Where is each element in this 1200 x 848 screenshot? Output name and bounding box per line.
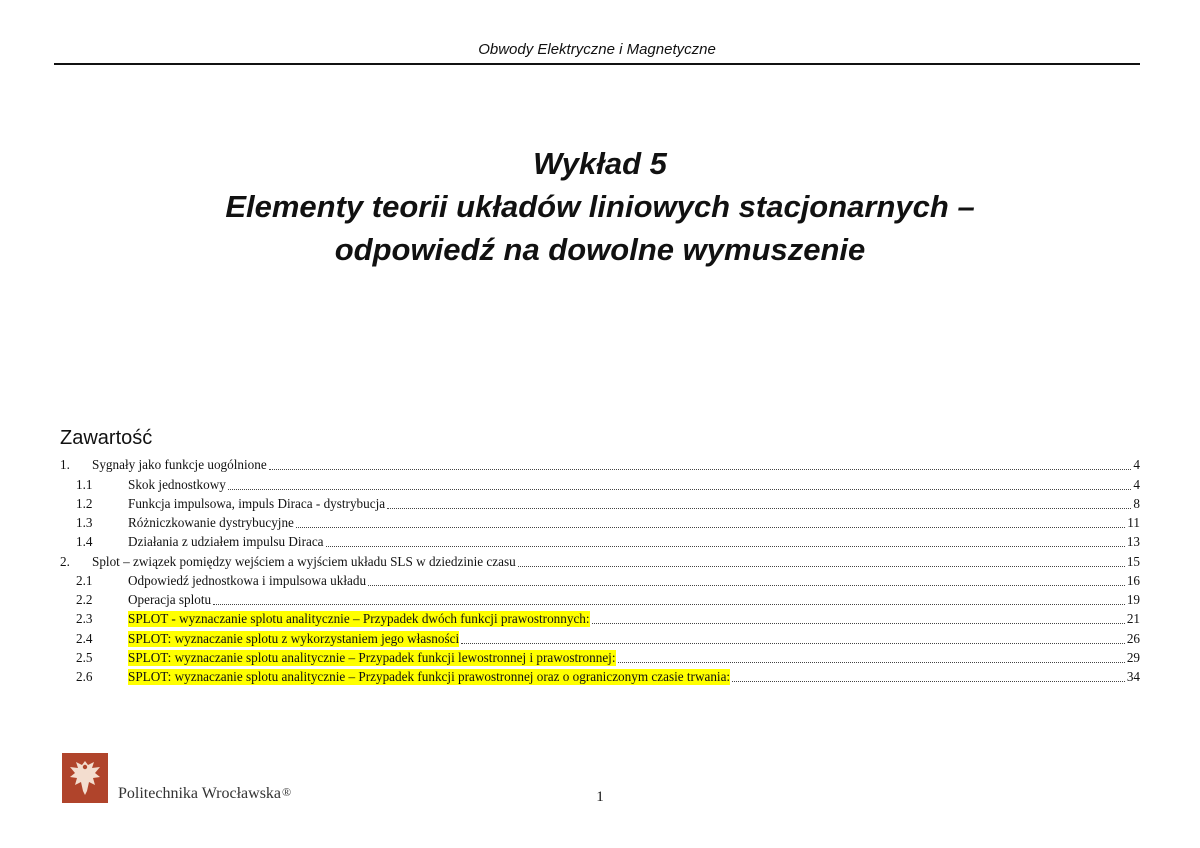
toc-entry-title: Skok jednostkowy (128, 476, 226, 492)
toc-entry-number: 1.1 (76, 476, 93, 492)
toc-entry-number: 2.2 (76, 592, 93, 607)
title-line-3: odpowiedź na dowolne wymuszenie (334, 232, 866, 267)
toc-entry-number: 1.2 (76, 495, 93, 511)
toc-entry-title: Operacja splotu (128, 592, 212, 607)
toc-entry-page: 29 (1126, 649, 1140, 665)
toc-entry[interactable] (60, 512, 1140, 531)
running-header: Obwody Elektryczne i Magnetyczne (478, 41, 716, 58)
toc-entry-title: Splot – związek pomiędzy wejściem a wyjściem układu SLS w dziedzinie czasu (92, 553, 516, 569)
toc-entry-title: Sygnały jako funkcje uogólnione (92, 457, 267, 473)
toc-entry-number: 1.4 (76, 534, 93, 550)
toc-dot-leader (326, 546, 1125, 547)
toc-entry-number: 2.3 (76, 611, 93, 627)
toc-entry-title: Różniczkowanie dystrybucyjne (128, 515, 294, 530)
toc-dot-leader (269, 469, 1132, 470)
toc-dot-leader (387, 508, 1131, 509)
toc-entry-number: 1.3 (76, 515, 93, 530)
logo-text (118, 785, 291, 803)
toc-dot-leader (368, 585, 1125, 586)
toc-entry-title: Funkcja impulsowa, impuls Diraca - dystrybucja (128, 495, 386, 511)
toc-entry[interactable] (60, 647, 1140, 666)
toc-entry-page: 13 (1126, 534, 1140, 550)
toc-entry[interactable] (60, 531, 1140, 550)
toc-entry[interactable] (60, 570, 1140, 589)
toc-entry-title: SPLOT: wyznaczanie splotu analitycznie – Przypadek funkcji prawostronnej oraz o ograniczonym czasie trwania: (128, 669, 731, 684)
toc-entry-number: 2.6 (76, 669, 93, 684)
toc-entry[interactable] (60, 589, 1140, 608)
toc-entry-page: 8 (1133, 495, 1140, 511)
university-logo (62, 753, 291, 803)
registered-mark: ® (282, 785, 292, 799)
toc-entry-page: 15 (1126, 553, 1140, 569)
toc-dot-leader (461, 643, 1125, 644)
document-title (54, 142, 1146, 271)
toc-entry-number: 2.5 (76, 649, 93, 665)
toc-entry-page: 19 (1126, 592, 1140, 607)
toc-entry-page: 4 (1133, 476, 1140, 492)
toc-entry-title: Odpowiedź jednostkowa i impulsowa układu (128, 572, 367, 588)
toc-dot-leader (518, 566, 1125, 567)
page-number: 1 (596, 789, 604, 805)
toc-entry[interactable] (60, 608, 1140, 627)
eagle-crest-icon (62, 753, 108, 803)
toc-entry[interactable] (60, 473, 1140, 492)
toc-entry-number: 1. (60, 457, 70, 473)
header-rule (54, 63, 1140, 65)
toc-entry-page: 11 (1127, 515, 1140, 530)
toc-dot-leader (592, 623, 1125, 624)
table-of-contents (60, 454, 1140, 685)
toc-entry-page: 21 (1126, 611, 1140, 627)
toc-entry-number: 2.1 (76, 572, 93, 588)
toc-entry-page: 26 (1126, 630, 1140, 646)
toc-dot-leader (296, 527, 1125, 528)
toc-entry-number: 2.4 (76, 630, 93, 646)
toc-dot-leader (213, 604, 1125, 605)
title-line-1: Wykład 5 (533, 146, 667, 181)
toc-dot-leader (618, 662, 1125, 663)
toc-entry-title: SPLOT: wyznaczanie splotu z wykorzystaniem jego własności (128, 630, 460, 646)
toc-entry[interactable] (60, 627, 1140, 646)
toc-entry-page: 16 (1126, 572, 1140, 588)
toc-entry-title: SPLOT: wyznaczanie splotu analitycznie – Przypadek funkcji lewostronnej i prawostronnej: (128, 649, 616, 665)
toc-entry[interactable] (60, 493, 1140, 512)
toc-entry[interactable] (60, 550, 1140, 569)
title-line-2: Elementy teorii układów liniowych stacjonarnych – (225, 189, 975, 224)
logo-name: Politechnika Wrocławska (118, 785, 282, 802)
toc-entry-page: 34 (1126, 669, 1140, 684)
toc-entry[interactable] (60, 666, 1140, 685)
toc-entry-page: 4 (1133, 457, 1140, 473)
toc-heading: Zawartość (60, 427, 153, 449)
toc-dot-leader (732, 681, 1125, 682)
toc-dot-leader (228, 489, 1132, 490)
toc-entry[interactable] (60, 454, 1140, 473)
toc-entry-title: Działania z udziałem impulsu Diraca (128, 534, 324, 550)
toc-entry-title: SPLOT - wyznaczanie splotu analitycznie – Przypadek dwóch funkcji prawostronnych: (128, 611, 590, 627)
toc-entry-number: 2. (60, 553, 70, 569)
